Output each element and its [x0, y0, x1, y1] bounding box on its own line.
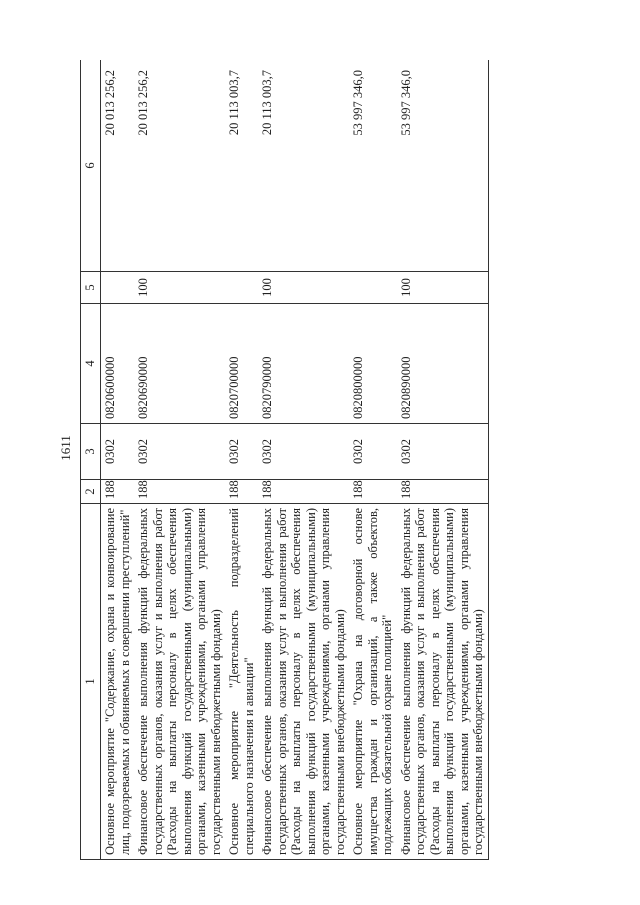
table-frame — [80, 60, 640, 860]
column-header-1: 1 — [81, 504, 101, 860]
table-row — [258, 60, 349, 860]
row-expense-code: 100 — [397, 272, 489, 304]
row-admin-code: 188 — [134, 480, 225, 504]
row-section-code: 0302 — [225, 424, 258, 480]
table-row — [101, 60, 135, 860]
row-target-code: 0820890000 — [397, 304, 489, 424]
row-expense-code: 100 — [134, 272, 225, 304]
row-amount: 53 997 346,0 — [349, 60, 397, 272]
column-header-6: 6 — [81, 60, 101, 272]
column-header-3: 3 — [81, 424, 101, 480]
row-description: Финансовое обеспечение выполнения функций федеральных государственных органов, оказания услуг и выполнения работ (Расходы на выплаты персоналу в целях обеспечения выполнения функций государственными (муниципальными) органами, казенными учреждениями, органами управления государственными внебюджетными фондами) — [258, 504, 349, 860]
row-expense-code — [349, 272, 397, 304]
row-admin-code: 188 — [397, 480, 489, 504]
row-target-code: 0820700000 — [225, 304, 258, 424]
row-expense-code: 100 — [258, 272, 349, 304]
table-row — [349, 60, 397, 860]
row-target-code: 0820690000 — [134, 304, 225, 424]
row-description: Основное мероприятие "Охрана на договорной основе имущества граждан и организаций, а также объектов, подлежащих обязательной охране полицией" — [349, 504, 397, 860]
header-row — [81, 60, 101, 860]
row-target-code: 0820600000 — [101, 304, 135, 424]
row-admin-code: 188 — [258, 480, 349, 504]
row-description: Основное мероприятие "Деятельность подразделений специального назначения и авиации" — [225, 504, 258, 860]
row-amount: 20 013 256,2 — [134, 60, 225, 272]
rotated-table-container — [80, 60, 640, 860]
row-section-code: 0302 — [101, 424, 135, 480]
budget-table — [80, 60, 489, 860]
row-expense-code — [225, 272, 258, 304]
row-target-code: 0820800000 — [349, 304, 397, 424]
row-description: Финансовое обеспечение выполнения функций федеральных государственных органов, оказания услуг и выполнения работ (Расходы на выплаты персоналу в целях обеспечения выполнения функций государственными (муниципальными) органами, казенными учреждениями, органами управления государственными внебюджетными фондами) — [134, 504, 225, 860]
row-amount: 20 013 256,2 — [101, 60, 135, 272]
table-row — [397, 60, 489, 860]
row-expense-code — [101, 272, 135, 304]
row-section-code: 0302 — [397, 424, 489, 480]
row-amount: 53 997 346,0 — [397, 60, 489, 272]
column-header-4: 4 — [81, 304, 101, 424]
row-amount: 20 113 003,7 — [258, 60, 349, 272]
row-description: Основное мероприятие "Содержание, охрана и конвоирование лиц, подозреваемых и обвиняемых в совершении преступлений" — [101, 504, 135, 860]
row-admin-code: 188 — [349, 480, 397, 504]
row-amount: 20 113 003,7 — [225, 60, 258, 272]
table-row — [225, 60, 258, 860]
row-section-code: 0302 — [258, 424, 349, 480]
column-header-5: 5 — [81, 272, 101, 304]
row-target-code: 0820790000 — [258, 304, 349, 424]
row-section-code: 0302 — [349, 424, 397, 480]
page-number: 1611 — [58, 435, 73, 461]
row-description: Финансовое обеспечение выполнения функций федеральных государственных органов, оказания услуг и выполнения работ (Расходы на выплаты персоналу в целях обеспечения выполнения функций государственными (муниципальными) органами, казенными учреждениями, органами управления государственными внебюджетными фондами) — [397, 504, 489, 860]
row-section-code: 0302 — [134, 424, 225, 480]
row-admin-code: 188 — [101, 480, 135, 504]
column-header-2: 2 — [81, 480, 101, 504]
row-admin-code: 188 — [225, 480, 258, 504]
table-row — [134, 60, 225, 860]
